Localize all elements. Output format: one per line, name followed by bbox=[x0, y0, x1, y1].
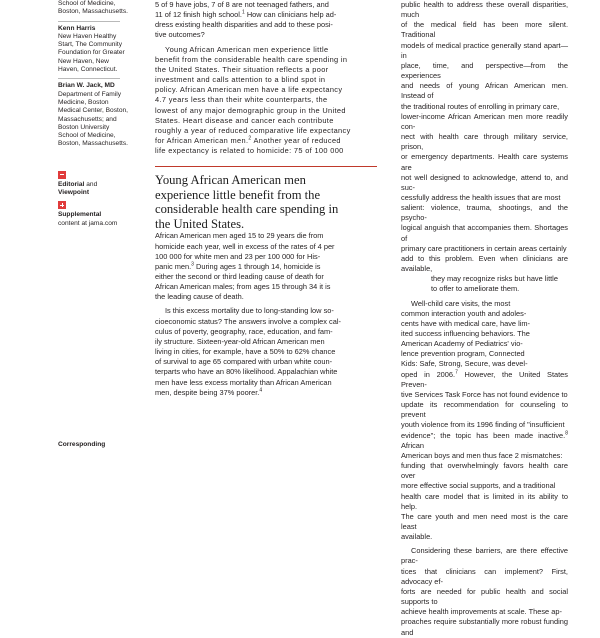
paragraph-life-expectancy bbox=[155, 45, 390, 157]
paragraph-intro bbox=[155, 0, 390, 41]
pull-quote-rule bbox=[155, 166, 377, 167]
text-line: of the medical field has been more silent. Traditional bbox=[401, 20, 568, 40]
text-line: 4.7 years less than their white counterparts, the bbox=[155, 95, 328, 105]
text-line: health care model that is limited in its ability to help. bbox=[401, 491, 568, 511]
pull-quote-line: experience little benefit from the bbox=[155, 187, 321, 202]
text-line: youth violence from its 1996 finding of "insufficient bbox=[401, 420, 565, 430]
text-line: tive outcomes? bbox=[155, 30, 205, 40]
text-line: terparts who have an 80% likelihood. Appalachian white bbox=[155, 367, 338, 377]
text-line: lower-income African American men more readily con- bbox=[401, 111, 568, 131]
text-line: proaches require substantially more robust funding and bbox=[401, 617, 568, 637]
text-line: States. Heart disease and cancer each contribute bbox=[155, 115, 334, 125]
affiliation-line: School of Medicine, bbox=[58, 132, 116, 140]
citation-2: 2 bbox=[248, 135, 252, 142]
text-line: American boys and men thus face 2 mismatches: bbox=[401, 450, 563, 460]
text-line: Considering these barriers, are there effective prac- bbox=[401, 546, 568, 566]
paragraph-socioeconomic bbox=[155, 306, 390, 397]
text-line: forts are needed for public health and social supports to bbox=[401, 586, 568, 607]
affiliation-line: Boston, Massachusetts. bbox=[58, 140, 129, 148]
affiliation-line: Foundation for Greater bbox=[58, 49, 125, 57]
divider bbox=[58, 21, 120, 22]
text-line: not well designed to acknowledge, attend to, and suc- bbox=[401, 172, 568, 192]
text-line: more effective social supports, and a traditional bbox=[401, 481, 556, 491]
pull-quote-line: Young African American men bbox=[155, 173, 306, 188]
text-line: the leading cause of death. bbox=[155, 292, 244, 302]
text-line: benefit from the considerable health care spending in bbox=[155, 54, 348, 64]
affiliation-line: Department of Family bbox=[58, 90, 122, 98]
affiliation-line: Boston University bbox=[58, 123, 110, 131]
text-line: primary care practitioners in certain areas certainly bbox=[401, 243, 567, 253]
middle-column bbox=[155, 0, 390, 398]
text-line: However, the United States Preven- bbox=[401, 369, 568, 389]
paragraph-homicide bbox=[155, 231, 390, 302]
text-line: African bbox=[401, 440, 425, 450]
text-line: tive Services Task Force has not found evidence to bbox=[401, 389, 568, 399]
text-line: to offer to ameliorate them. bbox=[431, 284, 520, 294]
text-line: add to this problem. Even when clinicians are available, bbox=[401, 253, 568, 274]
affiliation-line: Boston, Massachusetts. bbox=[58, 8, 129, 16]
affiliation-line: Medical Center, Boston, bbox=[58, 107, 129, 115]
text-line: salient: violence, trauma, shootings, and the psycho- bbox=[401, 203, 568, 223]
paragraph-uspstf bbox=[401, 370, 568, 543]
text-line: ited success influencing behaviors. The bbox=[401, 329, 530, 338]
text-line: 100 000 for white men and 23 per 100 000 for His- bbox=[155, 251, 321, 261]
editorial-link[interactable] bbox=[58, 171, 148, 198]
text-line: investment and calls attention to a blind spot in bbox=[155, 75, 326, 85]
paragraph-effective-practices bbox=[401, 546, 568, 637]
text-line: for African American men. bbox=[155, 136, 249, 146]
pull-quote-block bbox=[155, 166, 390, 231]
minus-square-icon bbox=[58, 171, 66, 179]
author-name: Brian W. Jack, MD bbox=[58, 82, 115, 90]
citation-4: 4 bbox=[259, 387, 263, 394]
affiliation-line: Medicine, Boston bbox=[58, 98, 109, 106]
text-line: American Academy of Pediatrics' vio- bbox=[401, 339, 523, 349]
text-line: logical anguish that accompanies them. Shortages of bbox=[401, 223, 568, 243]
text-line: evidence"; the topic has been made inactive. bbox=[401, 430, 566, 440]
text-line: achieve health improvements at scale. These ap- bbox=[401, 607, 562, 617]
supplemental-label: Supplemental bbox=[58, 211, 102, 219]
citation-1: 1 bbox=[241, 9, 245, 16]
text-line: tices that clinicians can implement? First, advocacy ef- bbox=[401, 566, 568, 586]
text-line: funding that overwhelmingly favors health care over bbox=[401, 461, 568, 481]
paragraph-medical-field bbox=[401, 0, 568, 295]
text-line: African American males; from ages 15 through 34 it is bbox=[155, 282, 331, 292]
text-line: and needs of young African American men. Instead of bbox=[401, 81, 568, 101]
author-name: Kenn Harris bbox=[58, 24, 96, 32]
affiliation-line: School of Medicine, bbox=[58, 0, 116, 7]
text-line: ily structure. Sixteen-year-old African American men bbox=[155, 336, 325, 346]
citation-3: 3 bbox=[191, 261, 194, 268]
author-kenn-harris bbox=[58, 25, 148, 75]
text-line: panic men. bbox=[155, 261, 192, 271]
pull-quote-line: the United States. bbox=[155, 216, 245, 231]
text-line: they may recognize risks but have little bbox=[431, 274, 558, 284]
text-line: culus of poverty, geography, race, education, and fam- bbox=[155, 326, 333, 336]
text-line: policy. African American men have a life expectancy bbox=[155, 85, 343, 95]
pull-quote-line: considerable health care spending in bbox=[155, 202, 339, 217]
text-line: of survival to age 65 compared with urban white coun- bbox=[155, 357, 333, 367]
text-line: public health to address these overall disparities, much bbox=[401, 0, 568, 20]
text-line: men have less excess mortality than African American bbox=[155, 377, 332, 387]
text-line: living in cities, for example, have a 50% to 62% chance bbox=[155, 347, 336, 357]
text-line: cents have with medical care, have lim- bbox=[401, 318, 530, 328]
text-line: lowest of any major demographic group in the United bbox=[155, 105, 346, 115]
text-line: Another year of reduced bbox=[253, 136, 341, 146]
affiliation-line: New Haven Healthy bbox=[58, 32, 117, 40]
affiliation-line: Haven, Connecticut. bbox=[58, 66, 118, 74]
text-line: During ages 1 through 14, homicide is bbox=[196, 261, 321, 271]
divider bbox=[58, 78, 120, 79]
text-line: African American men aged 15 to 29 years die from bbox=[155, 231, 324, 241]
corresponding-label: Corresponding bbox=[58, 441, 106, 448]
citation-7: 7 bbox=[455, 369, 458, 376]
plus-square-icon bbox=[58, 201, 66, 209]
author-sidebar bbox=[58, 0, 148, 228]
text-line: dress existing health disparities and add to these posi- bbox=[155, 20, 333, 30]
paragraph-well-child bbox=[401, 299, 568, 370]
text-line: common interaction youth and adoles- bbox=[401, 308, 527, 318]
affiliation-line: New Haven, New bbox=[58, 57, 109, 65]
supplemental-link[interactable] bbox=[58, 201, 148, 228]
text-line: roughly a year of reduced comparative life expectancy bbox=[155, 125, 351, 135]
pull-quote bbox=[155, 173, 390, 231]
text-line: available. bbox=[401, 532, 433, 542]
supplemental-rest: content at jama.com bbox=[58, 219, 118, 227]
editorial-rest: and bbox=[86, 180, 98, 188]
affiliation-line: Start, The Community bbox=[58, 41, 123, 49]
text-line: cessfully address the health issues that are most bbox=[401, 192, 561, 202]
text-line: The care youth and men need most is the care least bbox=[401, 511, 568, 531]
text-line: the United States. Their situation reflects a poor bbox=[155, 64, 329, 74]
affiliation-top bbox=[58, 0, 148, 17]
text-line: Young African American men experience little bbox=[165, 44, 329, 54]
text-line: 11 of 12 finish high school. bbox=[155, 10, 242, 20]
text-line: men, despite being 37% poorer. bbox=[155, 387, 260, 397]
text-line: lence prevention program, Connected bbox=[401, 349, 525, 359]
text-line: nect with health care through military service, prison, bbox=[401, 132, 568, 152]
editorial-label: Editorial bbox=[58, 180, 85, 188]
text-line: Kids: Safe, Strong, Secure, was devel- bbox=[401, 359, 528, 369]
text-line: Is this excess mortality due to long-standing low so- bbox=[165, 306, 334, 316]
text-line: models of medical practice generally stand apart—in bbox=[401, 40, 568, 60]
text-line: place, time, and perspective—from the experiences bbox=[401, 60, 568, 81]
right-column bbox=[401, 0, 568, 638]
citation-8: 8 bbox=[565, 430, 568, 437]
text-line: homicide each year, well in excess of the rates of 4 per bbox=[155, 241, 335, 251]
text-line: Well-child care visits, the most bbox=[411, 298, 511, 308]
text-line: or emergency departments. Health care systems are bbox=[401, 152, 568, 172]
text-line: How can clinicians help ad- bbox=[246, 10, 337, 20]
viewpoint-label: Viewpoint bbox=[58, 189, 90, 197]
text-line: cioeconomic status? The answers involve a complex cal- bbox=[155, 316, 341, 326]
author-brian-jack bbox=[58, 82, 148, 148]
text-line: the traditional routes of enrolling in primary care, bbox=[401, 101, 560, 111]
text-line: oped in 2006. bbox=[401, 369, 456, 379]
text-line: 5 of 9 have jobs, 7 of 8 are not teenaged fathers, and bbox=[155, 0, 329, 9]
text-line: life expectancy is related to homicide: 75 of 100 000 bbox=[155, 146, 344, 156]
text-line: either the second or third leading cause of death for bbox=[155, 271, 324, 281]
text-line: update its recommendation for counseling to prevent bbox=[401, 400, 568, 420]
affiliation-line: Massachusetts; and bbox=[58, 115, 117, 123]
